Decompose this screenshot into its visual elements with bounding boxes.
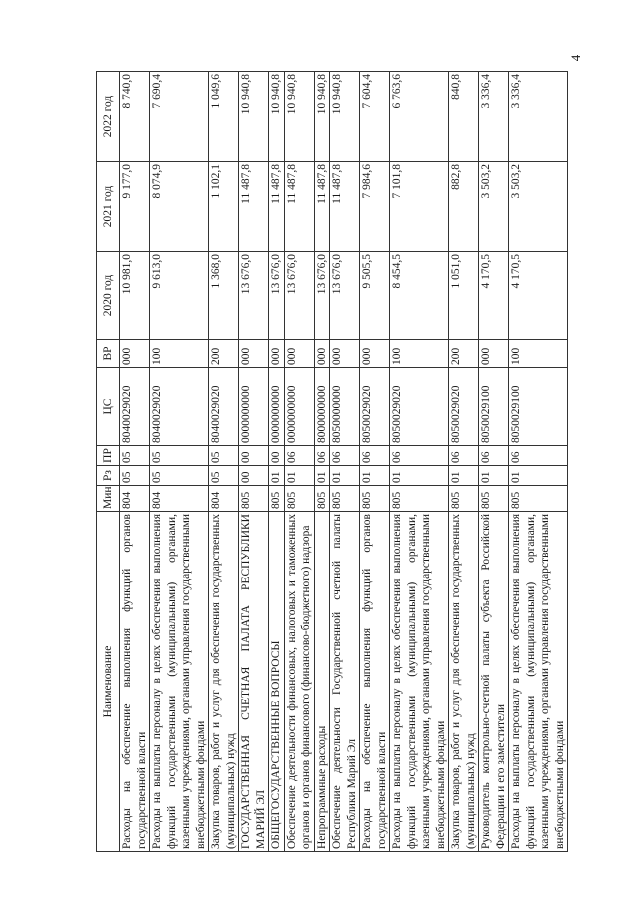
cell-2022: 10 940,8 (330, 72, 360, 162)
cell-name: Расходы на обеспечение выполнения функций органов государственной власти (120, 512, 150, 852)
cell-cs: 0000000000 (269, 368, 285, 446)
cell-min: 804 (150, 486, 209, 512)
cell-2022: 10 940,8 (314, 72, 330, 162)
cell-2020: 4 170,5 (479, 252, 509, 340)
cell-name: Расходы на выплаты персоналу в целях обеспечения выполнения функций государственными (муниципальными) органами, казенными учреждениями, органами управления государственными внебюджетными фондами (509, 512, 568, 852)
cell-2021: 11 487,8 (269, 162, 285, 252)
cell-vr: 200 (449, 340, 479, 368)
cell-vr: 000 (330, 340, 360, 368)
cell-rz: 01 (269, 466, 285, 486)
cell-min: 805 (479, 486, 509, 512)
cell-cs: 8050029020 (360, 368, 390, 446)
cell-2021: 11 487,8 (284, 162, 314, 252)
cell-pr: 06 (360, 446, 390, 466)
cell-vr: 100 (509, 340, 568, 368)
cell-2021: 11 487,8 (314, 162, 330, 252)
header-name: Наименование (97, 512, 120, 852)
cell-pr: 06 (330, 446, 360, 466)
table-row (150, 72, 209, 852)
cell-cs: 8050029100 (509, 368, 568, 446)
cell-2022: 1 049,6 (209, 72, 239, 162)
cell-2022: 3 336,4 (479, 72, 509, 162)
cell-min: 805 (330, 486, 360, 512)
cell-2022: 7 690,4 (150, 72, 209, 162)
header-2020: 2020 год (97, 252, 120, 340)
cell-name: Расходы на обеспечение выполнения функций органов государственной власти (360, 512, 390, 852)
cell-2021: 11 487,8 (239, 162, 269, 252)
budget-table (96, 71, 568, 852)
cell-vr: 000 (314, 340, 330, 368)
cell-2022: 6 763,6 (390, 72, 449, 162)
cell-min: 805 (390, 486, 449, 512)
cell-pr: 05 (120, 446, 150, 466)
cell-2022: 10 940,8 (269, 72, 285, 162)
cell-name: ГОСУДАРСТВЕННАЯ СЧЕТНАЯ ПАЛАТА РЕСПУБЛИКИ МАРИЙ ЭЛ (239, 512, 269, 852)
cell-vr: 100 (390, 340, 449, 368)
cell-pr: 00 (239, 446, 269, 466)
cell-name: Непрограммные расходы (314, 512, 330, 852)
cell-pr: 05 (150, 446, 209, 466)
table-row (120, 72, 150, 852)
cell-cs: 8040029020 (120, 368, 150, 446)
table-row (209, 72, 239, 852)
cell-2020: 13 676,0 (239, 252, 269, 340)
cell-name: Обеспечение деятельности финансовых, налоговых и таможенных органов и органов финансового (финансово-бюджетного) надзора (284, 512, 314, 852)
cell-name: Обеспечение деятельности Государственной счетной палаты Республики Марий Эл (330, 512, 360, 852)
cell-2020: 10 981,0 (120, 252, 150, 340)
cell-cs: 8050000000 (330, 368, 360, 446)
cell-cs: 8050029020 (449, 368, 479, 446)
cell-2020: 13 676,0 (269, 252, 285, 340)
cell-2021: 7 101,8 (390, 162, 449, 252)
table-row (239, 72, 269, 852)
cell-2022: 8 740,0 (120, 72, 150, 162)
cell-pr: 00 (269, 446, 285, 466)
rotated-page-content (96, 72, 566, 852)
cell-pr: 06 (390, 446, 449, 466)
cell-cs: 8040029020 (150, 368, 209, 446)
cell-rz: 01 (314, 466, 330, 486)
cell-min: 805 (509, 486, 568, 512)
header-cs: ЦС (97, 368, 120, 446)
cell-cs: 8040029020 (209, 368, 239, 446)
header-vr: ВР (97, 340, 120, 368)
cell-2021: 11 487,8 (330, 162, 360, 252)
cell-2021: 8 074,9 (150, 162, 209, 252)
table-row (509, 72, 568, 852)
cell-vr: 200 (209, 340, 239, 368)
cell-vr: 100 (150, 340, 209, 368)
cell-name: Закупка товаров, работ и услуг для обеспечения государственных (муниципальных) нужд (449, 512, 479, 852)
table-header-row (97, 72, 120, 852)
cell-cs: 0000000000 (284, 368, 314, 446)
cell-rz: 01 (449, 466, 479, 486)
cell-name: Закупка товаров, работ и услуг для обеспечения государственных (муниципальных) нужд (209, 512, 239, 852)
cell-vr: 000 (120, 340, 150, 368)
cell-2022: 10 940,8 (284, 72, 314, 162)
cell-2020: 13 676,0 (330, 252, 360, 340)
cell-min: 805 (449, 486, 479, 512)
cell-rz: 01 (360, 466, 390, 486)
cell-2020: 8 454,5 (390, 252, 449, 340)
cell-2021: 9 177,0 (120, 162, 150, 252)
cell-rz: 01 (390, 466, 449, 486)
cell-rz: 01 (284, 466, 314, 486)
cell-vr: 000 (479, 340, 509, 368)
cell-rz: 05 (209, 466, 239, 486)
cell-2020: 9 505,5 (360, 252, 390, 340)
cell-rz: 05 (150, 466, 209, 486)
cell-cs: 0000000000 (239, 368, 269, 446)
cell-2020: 13 676,0 (314, 252, 330, 340)
table-row (314, 72, 330, 852)
cell-2021: 1 102,1 (209, 162, 239, 252)
cell-2021: 3 503,2 (509, 162, 568, 252)
cell-min: 804 (209, 486, 239, 512)
cell-cs: 8050029020 (390, 368, 449, 446)
cell-2022: 7 604,4 (360, 72, 390, 162)
cell-pr: 06 (449, 446, 479, 466)
header-2021: 2021 год (97, 162, 120, 252)
cell-pr: 06 (479, 446, 509, 466)
cell-vr: 000 (239, 340, 269, 368)
cell-rz: 00 (239, 466, 269, 486)
table-row (479, 72, 509, 852)
cell-pr: 06 (509, 446, 568, 466)
cell-2022: 10 940,8 (239, 72, 269, 162)
table-row (390, 72, 449, 852)
cell-name: ОБЩЕГОСУДАРСТВЕННЫЕ ВОПРОСЫ (269, 512, 285, 852)
cell-vr: 000 (360, 340, 390, 368)
cell-vr: 000 (284, 340, 314, 368)
table-row (330, 72, 360, 852)
cell-min: 805 (239, 486, 269, 512)
header-rz: Рз (97, 466, 120, 486)
cell-pr: 06 (314, 446, 330, 466)
table-row (360, 72, 390, 852)
page-number: 4 (568, 54, 583, 62)
cell-2022: 840,8 (449, 72, 479, 162)
cell-rz: 05 (120, 466, 150, 486)
cell-cs: 8050029100 (479, 368, 509, 446)
cell-2021: 882,8 (449, 162, 479, 252)
table-body (120, 72, 568, 852)
cell-min: 805 (284, 486, 314, 512)
table-row (269, 72, 285, 852)
cell-2020: 9 613,0 (150, 252, 209, 340)
cell-rz: 01 (330, 466, 360, 486)
cell-min: 805 (269, 486, 285, 512)
cell-min: 805 (314, 486, 330, 512)
header-2022: 2022 год (97, 72, 120, 162)
cell-cs: 8000000000 (314, 368, 330, 446)
cell-rz: 01 (509, 466, 568, 486)
cell-2021: 3 503,2 (479, 162, 509, 252)
cell-pr: 06 (284, 446, 314, 466)
cell-2020: 1 368,0 (209, 252, 239, 340)
cell-min: 805 (360, 486, 390, 512)
cell-vr: 000 (269, 340, 285, 368)
cell-name: Расходы на выплаты персоналу в целях обеспечения выполнения функций государственными (муниципальными) органами, казенными учреждениями, органами управления государственными внебюджетными фондами (150, 512, 209, 852)
table-row (449, 72, 479, 852)
cell-name: Руководитель контрольно-счетной палаты субъекта Российской Федерации и его заместители (479, 512, 509, 852)
cell-2022: 3 336,4 (509, 72, 568, 162)
cell-2021: 7 984,6 (360, 162, 390, 252)
cell-pr: 05 (209, 446, 239, 466)
cell-2020: 1 051,0 (449, 252, 479, 340)
header-min: Мин (97, 486, 120, 512)
table-row (284, 72, 314, 852)
cell-min: 804 (120, 486, 150, 512)
cell-name: Расходы на выплаты персоналу в целях обеспечения выполнения функций государственными (муниципальными) органами, казенными учреждениями, органами управления государственными внебюджетными фондами (390, 512, 449, 852)
cell-rz: 01 (479, 466, 509, 486)
header-pr: ПР (97, 446, 120, 466)
cell-2020: 4 170,5 (509, 252, 568, 340)
cell-2020: 13 676,0 (284, 252, 314, 340)
